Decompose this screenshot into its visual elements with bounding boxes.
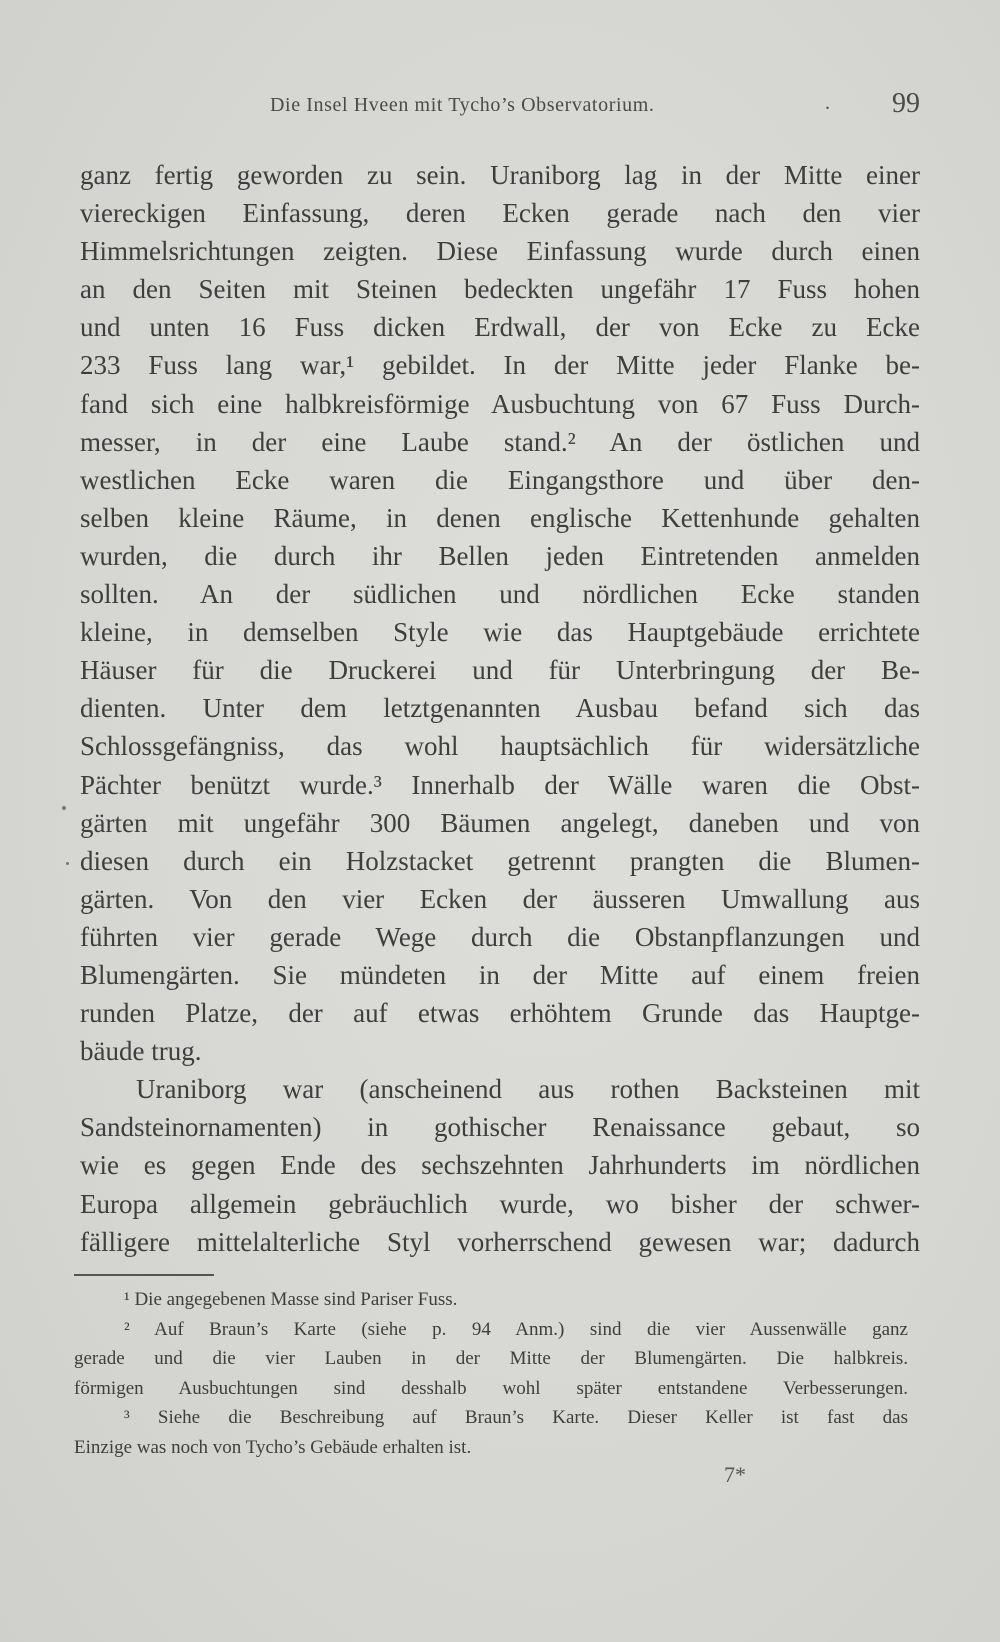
text-line: dienten. Unter dem letztgenannten Ausbau befand sich das bbox=[80, 693, 920, 724]
text-line: runden Platze, der auf etwas erhöhtem Grunde das Hauptge- bbox=[80, 998, 920, 1029]
text-line: kleine, in demselben Style wie das Hauptgebäude errichtete bbox=[80, 617, 920, 648]
text-line: gärten. Von den vier Ecken der äusseren Umwallung aus bbox=[80, 883, 920, 914]
text-line: 233 Fuss lang war,¹ gebildet. In der Mitte jeder Flanke be- bbox=[80, 350, 920, 381]
text-line: sollten. An der südlichen und nördlichen Ecke standen bbox=[80, 579, 920, 610]
footnote-2: ² Auf Braun’s Karte (siehe p. 94 Anm.) sind die vier Aussenwälle ganz bbox=[124, 1318, 908, 1340]
footnote-line: gerade und die vier Lauben in der Mitte der Blumengärten. Die halbkreis. bbox=[74, 1348, 908, 1370]
paragraph-end-line: bäude trug. bbox=[80, 1036, 202, 1067]
text-line: westlichen Ecke waren die Eingangsthore und über den- bbox=[80, 464, 920, 495]
paper-speck bbox=[66, 862, 69, 865]
text-line: selben kleine Räume, in denen englische Kettenhunde gehalten bbox=[80, 502, 920, 533]
footnote-line: förmigen Ausbuchtungen sind desshalb wohl später entstandene Verbesserungen. bbox=[74, 1377, 908, 1399]
text-line: Himmelsrichtungen zeigten. Diese Einfassung wurde durch einen bbox=[80, 236, 920, 267]
text-line: gärten mit ungefähr 300 Bäumen angelegt, daneben und von bbox=[80, 807, 920, 838]
paragraph-start-line: Uraniborg war (anscheinend aus rothen Backsteinen mit bbox=[136, 1074, 920, 1105]
header-dot: . bbox=[825, 92, 830, 114]
footnotes bbox=[74, 1285, 908, 1463]
text-line: messer, in der eine Laube stand.² An der östlichen und bbox=[80, 426, 920, 457]
signature-mark: 7* bbox=[724, 1462, 746, 1487]
text-line: diesen durch ein Holzstacket getrennt prangten die Blumen- bbox=[80, 845, 920, 876]
text-line: Häuser für die Druckerei und für Unterbringung der Be- bbox=[80, 655, 920, 686]
text-line: fälligere mittelalterliche Styl vorherrschend gewesen war; dadurch bbox=[80, 1226, 920, 1257]
footnote-3: ³ Siehe die Beschreibung auf Braun’s Karte. Dieser Keller ist fast das bbox=[124, 1407, 908, 1429]
body-text bbox=[80, 156, 920, 1261]
footnote-divider bbox=[74, 1274, 214, 1276]
text-line: Blumengärten. Sie mündeten in der Mitte auf einem freien bbox=[80, 959, 920, 990]
text-line: führten vier gerade Wege durch die Obstanpflanzungen und bbox=[80, 921, 920, 952]
page-number: 99 bbox=[892, 88, 920, 119]
text-line: Europa allgemein gebräuchlich wurde, wo bisher der schwer- bbox=[80, 1188, 920, 1219]
page-header bbox=[270, 88, 920, 128]
text-line: wie es gegen Ende des sechszehnten Jahrhunderts im nördlichen bbox=[80, 1150, 920, 1181]
running-title: Die Insel Hveen mit Tycho’s Observatorium. bbox=[270, 94, 655, 116]
text-line: an den Seiten mit Steinen bedeckten ungefähr 17 Fuss hohen bbox=[80, 274, 920, 305]
text-line: viereckigen Einfassung, deren Ecken gerade nach den vier bbox=[80, 198, 920, 229]
text-line: ganz fertig geworden zu sein. Uraniborg lag in der Mitte einer bbox=[80, 160, 920, 190]
text-line: wurden, die durch ihr Bellen jeden Eintretenden anmelden bbox=[80, 540, 920, 571]
text-line: Sandsteinornamenten) in gothischer Renaissance gebaut, so bbox=[80, 1112, 920, 1143]
footnote-1: ¹ Die angegebenen Masse sind Pariser Fuss. bbox=[124, 1289, 458, 1310]
footnote-line: Einzige was noch von Tycho’s Gebäude erhalten ist. bbox=[74, 1436, 472, 1458]
text-line: Schlossgefängniss, das wohl hauptsächlich für widersätzliche bbox=[80, 731, 920, 762]
text-line: fand sich eine halbkreisförmige Ausbuchtung von 67 Fuss Durch- bbox=[80, 388, 920, 419]
text-line: und unten 16 Fuss dicken Erdwall, der von Ecke zu Ecke bbox=[80, 312, 920, 343]
text-line: Pächter benützt wurde.³ Innerhalb der Wälle waren die Obst- bbox=[80, 769, 920, 800]
paper-speck bbox=[62, 806, 66, 810]
